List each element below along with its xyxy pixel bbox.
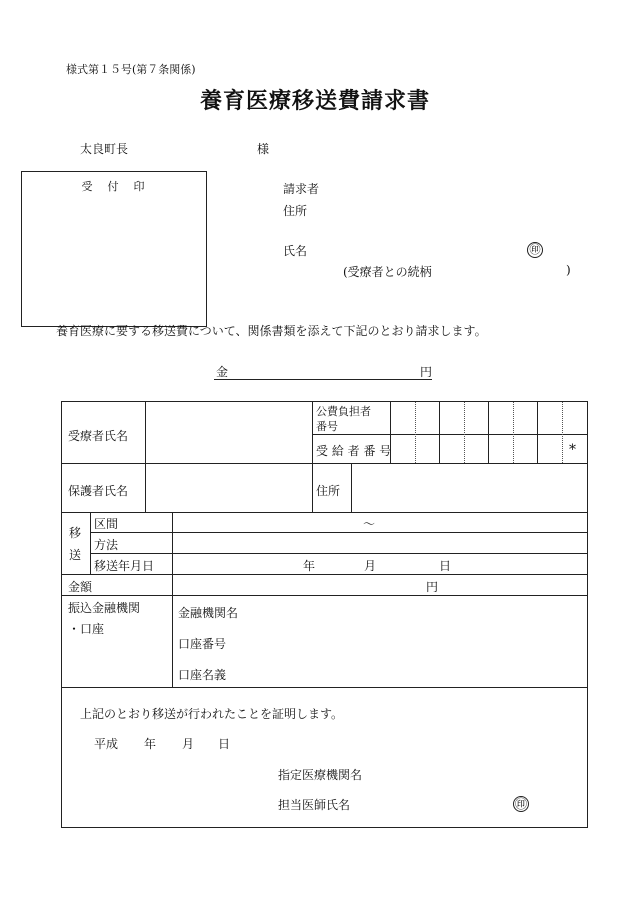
cert-year: 年 [144,737,157,751]
guardian-name-field[interactable] [146,464,311,511]
reception-stamp-box [21,171,207,327]
account-holder-label: 口座名義 [178,668,227,682]
doctor-seal-mark: ㊞ [514,797,527,811]
reception-stamp-label: 受 付 印 [81,180,147,193]
amount-suffix: 円 [419,365,432,379]
public-payer-label: 公費負担者 [316,405,371,418]
date-day: 日 [439,559,452,573]
transport-label-2: 送 [69,548,82,562]
form-number: 様式第１５号(第７条関係) [66,63,196,76]
intro-text: 養育医療に要する移送費について、関係書類を添えて下記のとおり請求します。 [56,324,487,338]
addressee: 太良町長 [80,142,129,156]
relation-close: ) [566,263,571,277]
patient-name-label: 受療者氏名 [68,429,129,443]
certification-statement: 上記のとおり移送が行われたことを証明します。 [80,707,344,721]
relation-label: (受療者との続柄 [343,265,432,279]
amount-label: 金額 [68,580,93,594]
bank-name-label: 金融機関名 [178,606,239,620]
date-year: 年 [303,559,316,573]
doctor-label: 担当医師氏名 [278,798,351,812]
patient-name-field[interactable] [146,403,311,462]
seal-mark: ㊞ [527,242,543,258]
transport-label-1: 移 [69,526,82,540]
method-field[interactable] [173,533,586,552]
section-separator: ～ [363,517,376,531]
transport-date-label: 移送年月日 [94,559,155,573]
requester-address-label: 住所 [283,204,308,218]
cert-era: 平成 [94,737,119,751]
bank-label: 振込金融機関 [68,601,141,615]
public-payer-label-2: 番号 [316,420,338,433]
amount-line[interactable] [214,363,432,380]
amount-yen: 円 [426,580,439,594]
page-title: 養育医療移送費請求書 [199,88,430,114]
recipient-mark: * [569,442,576,458]
address-label: 住所 [316,484,341,498]
date-month: 月 [364,559,377,573]
address-field[interactable] [352,464,586,511]
requester-name-label: 氏名 [283,244,308,258]
requester-label: 請求者 [283,182,320,196]
account-number-label: 口座番号 [178,637,227,651]
cert-month: 月 [182,737,195,751]
bank-label-2: ・口座 [68,622,105,636]
amount-prefix: 金 [216,365,229,379]
guardian-name-label: 保護者氏名 [68,484,129,498]
method-label: 方法 [94,538,119,552]
claim-table [61,401,588,828]
section-label: 区間 [94,517,119,531]
honorific: 様 [257,142,270,156]
cert-day: 日 [218,737,231,751]
institution-label: 指定医療機関名 [278,768,363,782]
recipient-number-label: 受 給 者 番 号 [316,444,392,458]
